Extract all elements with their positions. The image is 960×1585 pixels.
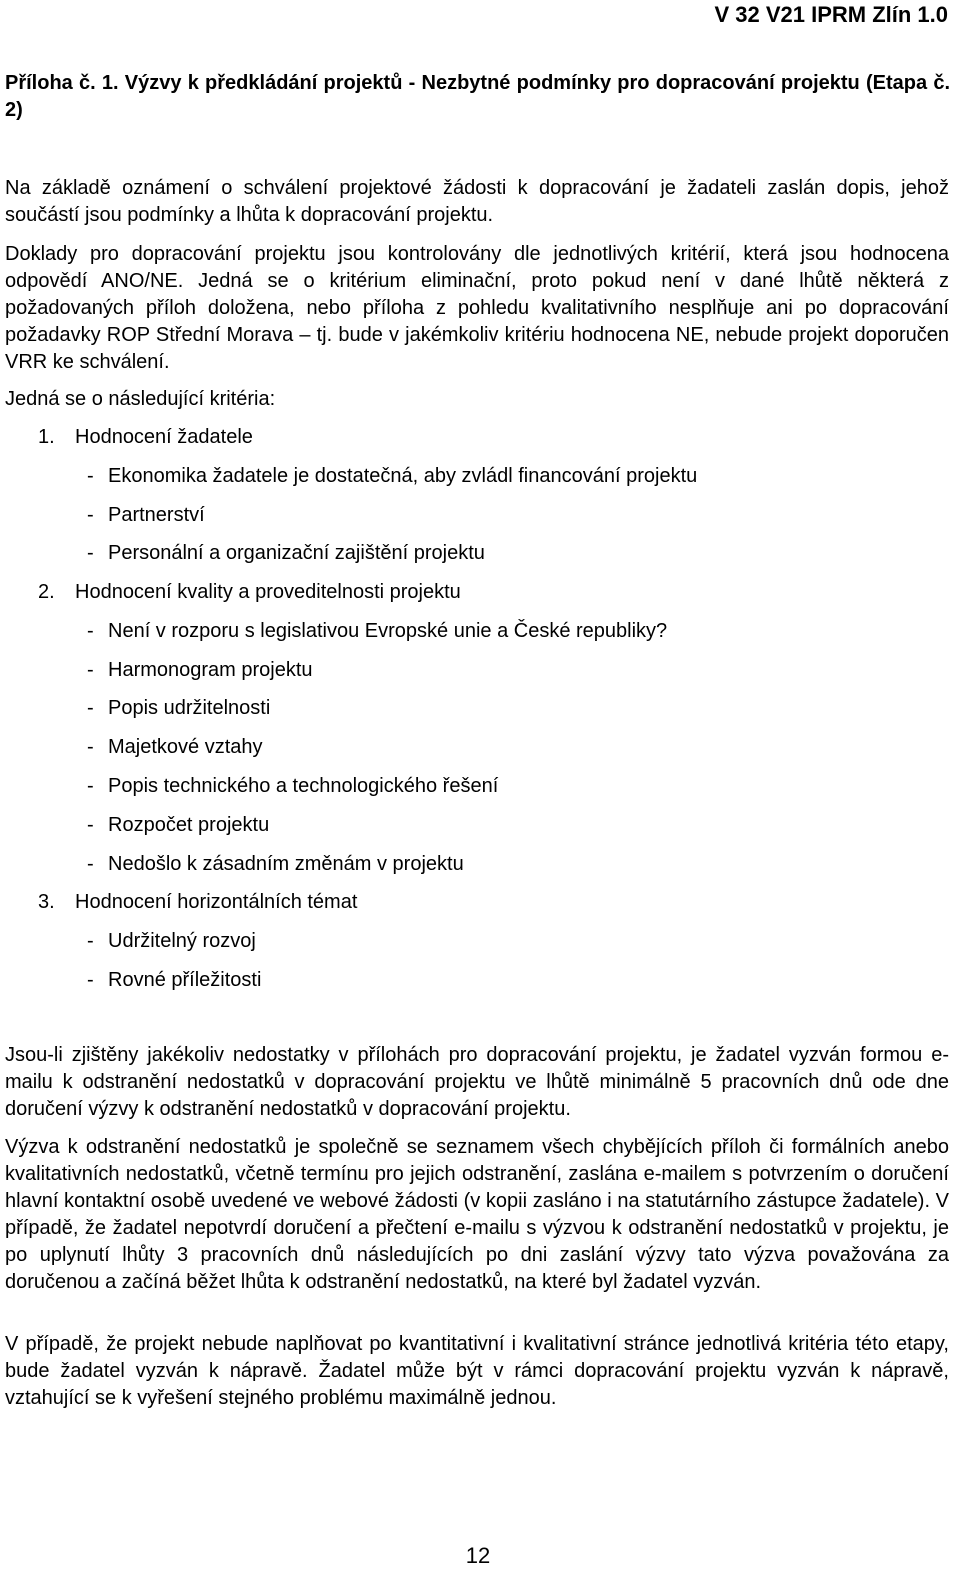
list-dash: - <box>87 736 94 758</box>
list-dash: - <box>87 930 94 952</box>
criteria-intro: Jedná se o následující kritéria: <box>5 388 276 410</box>
criterion-item: Není v rozporu s legislativou Evropské unie a České republiky? <box>108 620 668 642</box>
page-number: 12 <box>465 1543 491 1568</box>
criterion-item: Rovné příležitosti <box>108 969 262 991</box>
intro-paragraph-1: Na základě oznámení o schválení projektové žádosti k dopracování je žadateli zaslán dopis, jehož součástí jsou podmínky a lhůta k dopracování projektu. <box>5 177 949 226</box>
criterion-item: Ekonomika žadatele je dostatečná, aby zvládl financování projektu <box>108 465 698 487</box>
criterion-item: Popis udržitelnosti <box>108 697 271 719</box>
criterion-number: 3. <box>38 891 55 913</box>
list-dash: - <box>87 775 94 797</box>
list-dash: - <box>87 853 94 875</box>
criterion-item: Harmonogram projektu <box>108 659 313 681</box>
criterion-item: Partnerství <box>108 504 205 526</box>
criterion-title: Hodnocení horizontálních témat <box>75 891 358 913</box>
list-dash: - <box>87 504 94 526</box>
criterion-item: Personální a organizační zajištění projektu <box>108 542 485 564</box>
criterion-title: Hodnocení žadatele <box>75 426 253 448</box>
list-dash: - <box>87 969 94 991</box>
criterion-item: Rozpočet projektu <box>108 814 270 836</box>
list-dash: - <box>87 659 94 681</box>
list-dash: - <box>87 465 94 487</box>
criterion-number: 2. <box>38 581 55 603</box>
document-code-header: V 32 V21 IPRM Zlín 1.0 <box>714 2 948 27</box>
criterion-title: Hodnocení kvality a proveditelnosti projektu <box>75 581 461 603</box>
criterion-item: Popis technického a technologického řešení <box>108 775 499 797</box>
closing-paragraph-2: Výzva k odstranění nedostatků je společně se seznamem všech chybějících příloh či formálních anebo kvalitativních nedostatků, včetně termínu pro jejich odstranění, zaslána e-mailem s potvrzením o doručení hlavní kontaktní osobě uvedené ve webové žádosti (v kopii zasláno i na statutárního zástupce žadatele). V případě, že žadatel nepotvrdí doručení a přečtení e-mailu s výzvou k odstranění nedostatků v projektu, je po uplynutí lhůty 3 pracovních dnů následujících po dni zaslání výzvy tato výzva považována za doručenou a začíná běžet lhůta k odstranění nedostatků, na které byl žadatel vyzván. <box>5 1136 949 1293</box>
list-dash: - <box>87 542 94 564</box>
annex-title: Příloha č. 1. Výzvy k předkládání projektů - Nezbytné podmínky pro dopracování projektu (Etapa č. 2) <box>5 72 950 121</box>
criterion-number: 1. <box>38 426 55 448</box>
intro-paragraph-2: Doklady pro dopracování projektu jsou kontrolovány dle jednotlivých kritérií, která jsou hodnocena odpovědí ANO/NE. Jedná se o kritérium eliminační, proto pokud není v dané lhůtě některá z požadovaných příloh doložena, nebo příloha z pohledu kvalitativního nesplňuje ani po dopracování požadavky ROP Střední Morava – tj. bude v jakémkoliv kritériu hodnocena NE, nebude projekt doporučen VRR ke schválení. <box>5 243 949 373</box>
closing-paragraph-1: Jsou-li zjištěny jakékoliv nedostatky v přílohách pro dopracování projektu, je žadatel vyzván formou e-mailu k odstranění nedostatků v dopracování projektu ve lhůtě minimálně 5 pracovních dnů ode dne doručení výzvy k odstranění nedostatků v dopracování projektu. <box>5 1044 949 1120</box>
page-number-footer <box>0 1543 960 1569</box>
criterion-item: Majetkové vztahy <box>108 736 263 758</box>
criterion-item: Nedošlo k zásadním změnám v projektu <box>108 853 464 875</box>
list-dash: - <box>87 620 94 642</box>
closing-paragraph-3: V případě, že projekt nebude naplňovat po kvantitativní i kvalitativní stránce jednotlivá kritéria této etapy, bude žadatel vyzván k nápravě. Žadatel může být v rámci dopracování projektu vyzván k nápravě, vztahující se k vyřešení stejného problému maximálně jednou. <box>5 1333 949 1409</box>
list-dash: - <box>87 697 94 719</box>
list-dash: - <box>87 814 94 836</box>
criterion-item: Udržitelný rozvoj <box>108 930 256 952</box>
